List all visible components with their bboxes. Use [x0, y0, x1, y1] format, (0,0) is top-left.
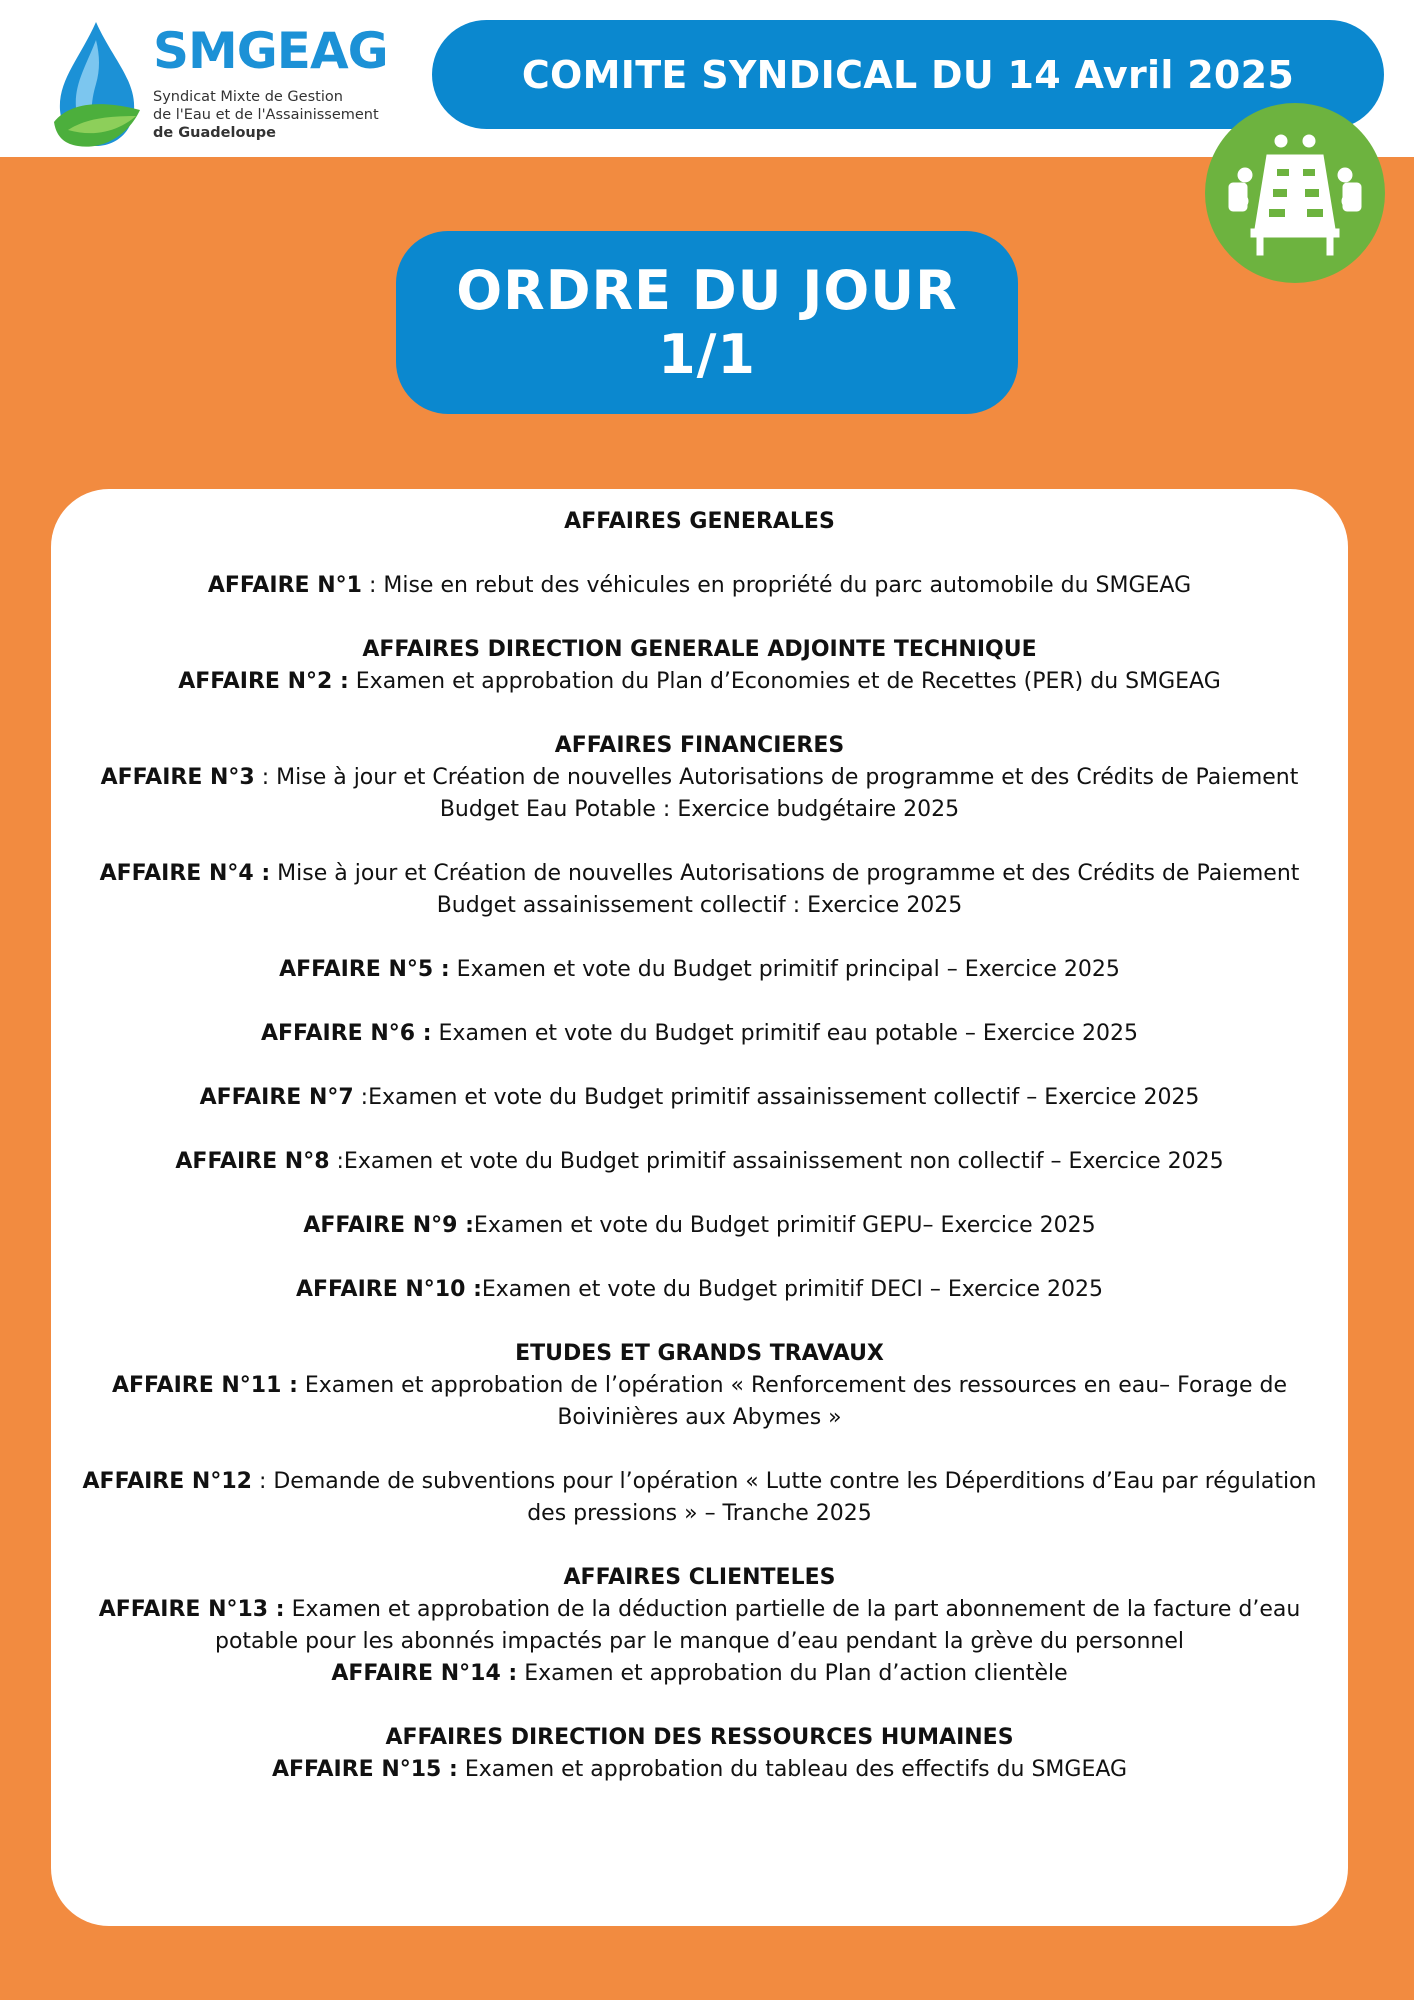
- agenda-item: AFFAIRE N°5 : Examen et vote du Budget primitif principal – Exercice 2025: [279, 957, 1120, 982]
- meeting-table-icon: [1205, 103, 1385, 283]
- agenda-item: AFFAIRE N°11 : Examen et approbation de l’opération « Renforcement des ressources en eau– Forage de Boivinières aux Abymes »: [111, 1373, 1288, 1430]
- agenda-item: AFFAIRE N°10 :Examen et vote du Budget primitif DECI – Exercice 2025: [296, 1277, 1103, 1302]
- section-heading: AFFAIRES GENERALES: [564, 509, 835, 534]
- agenda-item: AFFAIRE N°2 : Examen et approbation du Plan d’Economies et de Recettes (PER) du SMGEAG: [178, 669, 1221, 694]
- section-heading: AFFAIRES DIRECTION GENERALE ADJOINTE TECHNIQUE: [362, 637, 1037, 662]
- agenda-item: AFFAIRE N°12 : Demande de subventions pour l’opération « Lutte contre les Déperditions d’Eau par régulation des pressions » – Tranche 2025: [82, 1469, 1317, 1526]
- agenda-card: [51, 489, 1348, 1926]
- water-drop-leaf-logo-icon: [50, 18, 142, 150]
- section-heading: AFFAIRES DIRECTION DES RESSOURCES HUMAINES: [385, 1725, 1014, 1750]
- section-heading: AFFAIRES FINANCIERES: [554, 733, 845, 758]
- meeting-date-banner: COMITE SYNDICAL DU 14 Avril 2025: [432, 20, 1384, 129]
- brand-subtitle-line: Syndicat Mixte de Gestion: [153, 89, 343, 105]
- agenda-list: [51, 506, 1348, 1786]
- section-heading: AFFAIRES CLIENTELES: [563, 1565, 836, 1590]
- section-heading: ETUDES ET GRANDS TRAVAUX: [515, 1341, 884, 1366]
- agenda-item: AFFAIRE N°3 : Mise à jour et Création de nouvelles Autorisations de programme et des Crédits de Paiement Budget Eau Potable : Exercice budgétaire 2025: [100, 765, 1299, 822]
- agenda-item: AFFAIRE N°13 : Examen et approbation de la déduction partielle de la part abonnement de la facture d’eau potable pour les abonnés impactés par le manque d’eau pendant la grève du personnel: [98, 1597, 1301, 1654]
- page-title: [396, 231, 1018, 414]
- meeting-badge: [1205, 103, 1385, 283]
- agenda-item: AFFAIRE N°7 :Examen et vote du Budget primitif assainissement collectif – Exercice 2025: [199, 1085, 1200, 1110]
- agenda-item: AFFAIRE N°9 :Examen et vote du Budget primitif GEPU– Exercice 2025: [303, 1213, 1096, 1238]
- agenda-item: AFFAIRE N°15 : Examen et approbation du tableau des effectifs du SMGEAG: [271, 1757, 1128, 1782]
- agenda-item: AFFAIRE N°14 : Examen et approbation du Plan d’action clientèle: [331, 1661, 1068, 1686]
- brand-subtitle: [153, 88, 379, 142]
- agenda-item: AFFAIRE N°1 : Mise en rebut des véhicules en propriété du parc automobile du SMGEAG: [207, 573, 1192, 598]
- header-bar: [0, 0, 1414, 157]
- brand-subtitle-line: de Guadeloupe: [153, 125, 276, 141]
- agenda-item: AFFAIRE N°6 : Examen et vote du Budget primitif eau potable – Exercice 2025: [260, 1021, 1139, 1046]
- page-title-page: 1/1: [658, 322, 756, 386]
- page-title-line: ORDRE DU JOUR: [456, 258, 958, 322]
- brand-subtitle-line: de l'Eau et de l'Assainissement: [153, 107, 379, 123]
- agenda-item: AFFAIRE N°4 : Mise à jour et Création de nouvelles Autorisations de programme et des Crédits de Paiement Budget assainissement collectif : Exercice 2025: [99, 861, 1300, 918]
- agenda-item: AFFAIRE N°8 :Examen et vote du Budget primitif assainissement non collectif – Exercice 2025: [175, 1149, 1224, 1174]
- brand-name: SMGEAG: [153, 22, 388, 80]
